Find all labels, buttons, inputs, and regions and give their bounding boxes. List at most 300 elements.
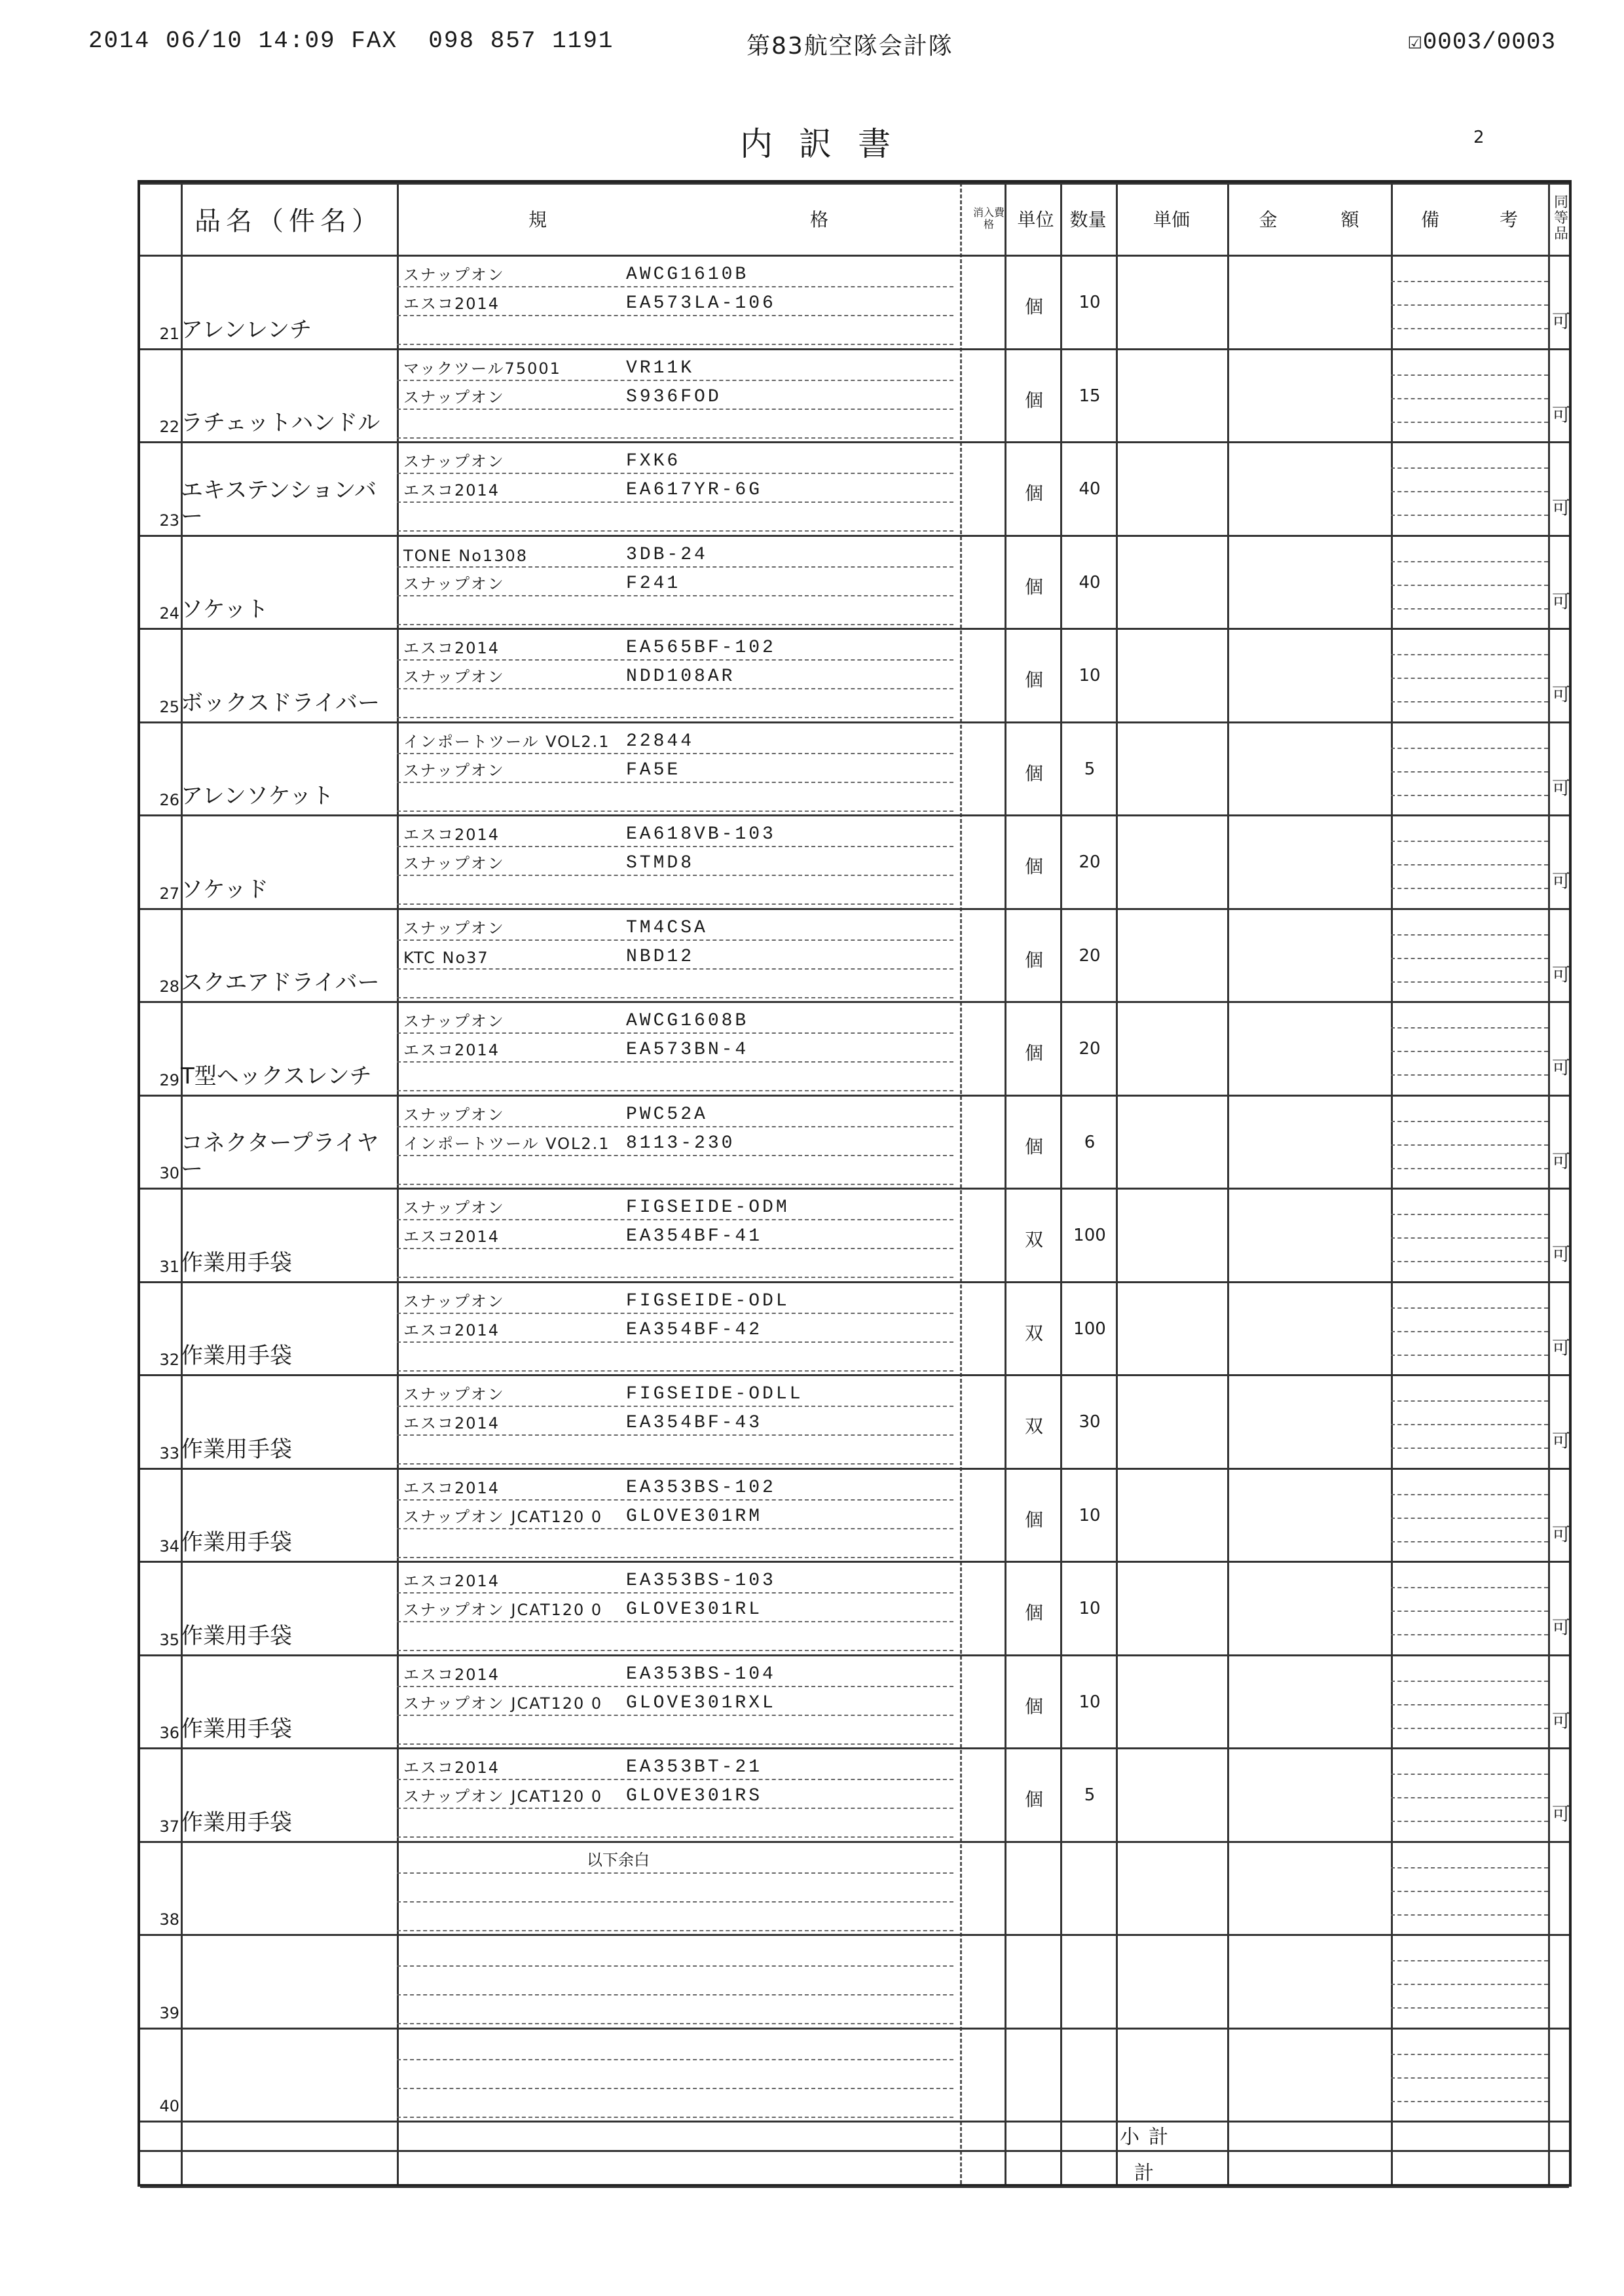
item-name: アレンレンチ [181, 316, 312, 343]
quantity-cell: 30 [1079, 1412, 1101, 1432]
spec-maker: スナップオン [403, 452, 505, 471]
remarks-line [1391, 1355, 1548, 1356]
spec-model-number: 3DB-24 [626, 544, 708, 565]
remarks-line [1391, 1121, 1548, 1122]
table-row [140, 1747, 1569, 1841]
remarks-line [1391, 1051, 1548, 1052]
remarks-line [1391, 654, 1548, 655]
spec-line [397, 1997, 953, 2024]
spec-maker: エスコ2014 [403, 826, 500, 844]
spec-maker: エスコ2014 [403, 1228, 500, 1246]
spec-line [397, 1875, 953, 1903]
remarks-line [1391, 1261, 1548, 1262]
spec-line [397, 1157, 953, 1185]
spec-model-number: FXK6 [626, 451, 681, 471]
spec-maker: エスコ2014 [403, 481, 500, 500]
spec-line [397, 1064, 953, 1091]
spec-line [397, 446, 953, 474]
item-name: 作業用手袋 [181, 1436, 292, 1463]
item-name: エキステンションバー [181, 477, 377, 530]
table-row [140, 814, 1569, 908]
spec-maker: インポートツール VOL2.1 [403, 1134, 610, 1153]
spec-line [397, 913, 953, 941]
spec-model-number: STMD8 [626, 853, 695, 873]
spec-line [397, 475, 953, 503]
spec-model-number: AWCG1608B [626, 1011, 749, 1031]
quantity-cell: 15 [1079, 386, 1101, 406]
remarks-line [1391, 1424, 1548, 1425]
row-number: 28 [159, 977, 179, 996]
item-name: 作業用手袋 [181, 1716, 292, 1742]
unit-cell: 個 [1024, 856, 1043, 877]
spec-line [397, 382, 953, 410]
remarks-line [1391, 1728, 1548, 1729]
spec-maker: スナップオン [403, 574, 505, 593]
spec-line [397, 1129, 953, 1156]
fax-header [0, 27, 1624, 67]
spec-model-number: GLOVE301RS [626, 1786, 763, 1806]
spec-line [397, 756, 953, 783]
spec-line [397, 569, 953, 596]
remarks-line [1391, 515, 1548, 516]
table-row [140, 348, 1569, 442]
item-name: T型ヘックスレンチ [181, 1063, 372, 1089]
row-number: 40 [159, 2097, 179, 2115]
quantity-cell: 5 [1084, 759, 1096, 779]
equivalent-allowed-cell: 可 [1551, 1336, 1570, 1358]
spec-line [397, 1624, 953, 1651]
spec-line [397, 1753, 953, 1780]
spec-maker: エスコ2014 [403, 1414, 500, 1432]
remarks-line [1391, 841, 1548, 842]
unit-cell: 個 [1024, 389, 1043, 411]
remarks-line [1391, 1144, 1548, 1146]
row-number: 34 [159, 1537, 179, 1556]
item-name: 作業用手袋 [181, 1622, 292, 1649]
remarks-line [1391, 608, 1548, 610]
remarks-line [1391, 491, 1548, 492]
spec-line [397, 318, 953, 345]
spec-maker: エスコ2014 [403, 1758, 500, 1777]
breakdown-table [138, 180, 1572, 2187]
spec-line [397, 411, 953, 439]
spec-maker: スナップオン [403, 919, 505, 938]
remarks-line [1391, 1634, 1548, 1635]
remarks-line [1391, 1027, 1548, 1029]
item-name: アレンソケット [181, 783, 334, 809]
remarks-line [1391, 328, 1548, 329]
spec-maker: マックツール75001 [403, 359, 561, 378]
remarks-line [1391, 467, 1548, 469]
total-rule [140, 2150, 1569, 2152]
row-number: 39 [159, 2003, 179, 2022]
spec-line [397, 354, 953, 381]
spec-maker: スナップオン JCAT120 0 [403, 1694, 603, 1713]
remarks-line [1391, 958, 1548, 959]
unit-cell: 双 [1024, 1415, 1043, 1437]
spec-model-number: 22844 [626, 731, 695, 752]
remarks-line [1391, 2077, 1548, 2079]
spec-line [397, 2062, 953, 2089]
equivalent-allowed-cell: 可 [1551, 870, 1570, 892]
remarks-line [1391, 1914, 1548, 1916]
remarks-line [1391, 1960, 1548, 1961]
header-remarks-2: 考 [1499, 209, 1518, 230]
spec-model-number: NBD12 [626, 946, 695, 967]
equivalent-allowed-cell: 可 [1551, 683, 1570, 705]
quantity-cell: 10 [1079, 1505, 1101, 1525]
spec-model-number: EA353BS-103 [626, 1571, 776, 1591]
table-row [140, 1468, 1569, 1561]
spec-line [397, 1688, 953, 1716]
row-number: 22 [159, 418, 179, 436]
remarks-line [1391, 1891, 1548, 1892]
spec-line [397, 1810, 953, 1838]
quantity-cell: 100 [1073, 1226, 1106, 1245]
spec-maker: エスコ2014 [403, 1665, 500, 1684]
spec-model-number: EA353BT-21 [626, 1757, 763, 1777]
spec-maker: エスコ2014 [403, 639, 500, 657]
row-number: 21 [159, 324, 179, 343]
equivalent-allowed-cell: 可 [1551, 1057, 1570, 1078]
remarks-line [1391, 748, 1548, 749]
spec-line [397, 289, 953, 316]
table-row [140, 1561, 1569, 1654]
spec-maker: スナップオン [403, 854, 505, 873]
spec-model-number: 8113-230 [626, 1133, 735, 1154]
remarks-line [1391, 422, 1548, 423]
quantity-cell: 10 [1079, 666, 1101, 685]
table-row [140, 1934, 1569, 2028]
quantity-cell: 20 [1079, 945, 1101, 966]
quantity-cell: 40 [1079, 479, 1101, 499]
equivalent-allowed-cell: 可 [1551, 1709, 1570, 1732]
quantity-cell: 10 [1079, 293, 1101, 312]
remarks-line [1391, 585, 1548, 586]
spec-model-number: EA353BS-104 [626, 1664, 776, 1685]
remarks-line [1391, 888, 1548, 889]
item-name: 作業用手袋 [181, 1809, 292, 1836]
spec-maker: TONE No1308 [403, 546, 528, 565]
remarks-line [1391, 281, 1548, 282]
remarks-line [1391, 1074, 1548, 1076]
spec-line [397, 1250, 953, 1278]
spec-model-number: NDD108AR [626, 666, 735, 687]
spec-line [397, 1315, 953, 1343]
equivalent-allowed-cell: 可 [1551, 963, 1570, 985]
remarks-line [1391, 1704, 1548, 1705]
header-qty: 数量 [1069, 209, 1107, 230]
item-name: ボックスドライバー [181, 689, 380, 716]
row-number: 30 [159, 1164, 179, 1182]
spec-line [397, 877, 953, 905]
item-name: ラチェットハンドル [181, 410, 380, 436]
spec-maker: エスコ2014 [403, 295, 500, 313]
spec-line [397, 1408, 953, 1436]
row-number: 27 [159, 884, 179, 903]
header-amount-2: 額 [1340, 209, 1359, 230]
header-equivalent: 同等品 [1553, 194, 1568, 242]
spec-line [397, 1006, 953, 1034]
remarks-line [1391, 1168, 1548, 1169]
equivalent-allowed-cell: 可 [1551, 403, 1570, 426]
checkbox-icon: ☑ [1408, 29, 1423, 56]
header-tax: 消入費格 [973, 206, 1005, 230]
row-number: 31 [159, 1257, 179, 1276]
remarks-line [1391, 1681, 1548, 1682]
row-number: 26 [159, 791, 179, 809]
remarks-line [1391, 701, 1548, 702]
remarks-line [1391, 374, 1548, 376]
item-name: ソケッド [181, 876, 268, 903]
spec-line [397, 1286, 953, 1314]
equivalent-allowed-cell: 可 [1551, 776, 1570, 799]
spec-line [397, 598, 953, 625]
spec-model-number: EA354BF-43 [626, 1413, 763, 1433]
equivalent-allowed-cell: 可 [1551, 310, 1570, 332]
unit-cell: 個 [1024, 1135, 1043, 1157]
spec-maker: エスコ2014 [403, 1572, 500, 1590]
unit-cell: 双 [1024, 1229, 1043, 1250]
spec-model-number: PWC52A [626, 1104, 708, 1125]
spec-model-number: EA354BF-42 [626, 1319, 763, 1340]
header-spec-1: 規 [528, 209, 547, 230]
page-number: 2 [1473, 128, 1485, 147]
quantity-cell: 5 [1084, 1785, 1096, 1805]
remarks-line [1391, 981, 1548, 983]
table-row [140, 1281, 1569, 1375]
spec-maker: スナップオン [403, 388, 505, 407]
remarks-line [1391, 1518, 1548, 1519]
equivalent-allowed-cell: 可 [1551, 1523, 1570, 1545]
header-amount-1: 金 [1259, 209, 1278, 230]
row-number: 33 [159, 1444, 179, 1463]
item-name: ソケット [181, 596, 268, 623]
unit-cell: 個 [1024, 575, 1043, 598]
spec-line [397, 784, 953, 812]
table-row [140, 721, 1569, 815]
remarks-line [1391, 1541, 1548, 1542]
unit-cell: 個 [1024, 1508, 1043, 1531]
header-remarks-1: 備 [1420, 209, 1439, 230]
spec-model-number: FIGSEIDE-ODLL [626, 1384, 803, 1404]
spec-line [397, 820, 953, 847]
remarks-line [1391, 1587, 1548, 1588]
remarks-line [1391, 934, 1548, 936]
blank-below-note: 以下余白 [587, 1850, 650, 1869]
spec-maker: KTC No37 [403, 948, 489, 967]
remarks-line [1391, 1494, 1548, 1495]
spec-model-number: S936FOD [626, 386, 722, 407]
spec-maker: スナップオン JCAT120 0 [403, 1787, 603, 1806]
unit-cell: 個 [1024, 296, 1043, 318]
remarks-line [1391, 1797, 1548, 1798]
spec-line [397, 942, 953, 970]
table-row [140, 1001, 1569, 1095]
remarks-line [1391, 398, 1548, 399]
subtotal-label: 小計 [1120, 2126, 1177, 2149]
spec-line [397, 540, 953, 568]
spec-maker: エスコ2014 [403, 1478, 500, 1497]
spec-maker: エスコ2014 [403, 1041, 500, 1059]
spec-model-number: EA618VB-103 [626, 824, 776, 845]
spec-line [397, 1660, 953, 1687]
spec-maker: スナップオン [403, 1012, 505, 1030]
spec-model-number: FIGSEIDE-ODM [626, 1197, 790, 1218]
table-row [140, 1841, 1569, 1935]
spec-maker: スナップオン [403, 266, 505, 284]
equivalent-allowed-cell: 可 [1551, 590, 1570, 612]
spec-model-number: AWCG1610B [626, 264, 749, 285]
spec-model-number: EA573LA-106 [626, 293, 776, 314]
row-number: 36 [159, 1724, 179, 1742]
remarks-line [1391, 2101, 1548, 2102]
spec-line [397, 1968, 953, 1995]
remarks-line [1391, 1774, 1548, 1775]
spec-model-number: EA353BS-102 [626, 1477, 776, 1498]
remarks-line [1391, 1821, 1548, 1822]
item-name: 作業用手袋 [181, 1249, 292, 1276]
unit-cell: 個 [1024, 1789, 1043, 1810]
remarks-line [1391, 1331, 1548, 1332]
spec-line [397, 1379, 953, 1407]
table-row [140, 535, 1569, 629]
spec-line [397, 1193, 953, 1220]
spec-maker: スナップオン JCAT120 0 [403, 1601, 603, 1619]
row-number: 29 [159, 1070, 179, 1089]
spec-line [397, 848, 953, 876]
table-row [140, 255, 1569, 348]
table-row [140, 628, 1569, 721]
spec-line [397, 1100, 953, 1127]
spec-line [397, 1502, 953, 1529]
equivalent-allowed-cell: 可 [1551, 1430, 1570, 1451]
spec-maker: スナップオン [403, 1385, 505, 1404]
header-item-name: 品名（件名） [194, 206, 383, 236]
total-rule [140, 2121, 1569, 2123]
quantity-cell: 10 [1079, 1599, 1101, 1618]
remarks-line [1391, 304, 1548, 306]
row-number: 25 [159, 697, 179, 716]
remarks-line [1391, 1611, 1548, 1612]
total-rule [140, 2186, 1569, 2188]
spec-model-number: GLOVE301RL [626, 1599, 763, 1620]
spec-maker: スナップオン [403, 1292, 505, 1311]
remarks-line [1391, 771, 1548, 773]
spec-model-number: FIGSEIDE-ODL [626, 1290, 790, 1311]
spec-line [397, 2090, 953, 2118]
document-title: 内訳書 [740, 125, 917, 163]
spec-model-number: GLOVE301RXL [626, 1692, 776, 1713]
equivalent-allowed-cell: 可 [1551, 1616, 1570, 1638]
spec-line [397, 1473, 953, 1501]
spec-line [397, 691, 953, 718]
spec-model-number: EA354BF-41 [626, 1226, 763, 1247]
spec-line [397, 1717, 953, 1745]
spec-line [397, 1566, 953, 1594]
quantity-cell: 40 [1079, 572, 1101, 592]
header-spec-2: 格 [809, 209, 828, 230]
fax-page-counter: ☑0003/0003 [1408, 29, 1557, 56]
spec-line [397, 1904, 953, 1931]
quantity-cell: 20 [1079, 852, 1101, 872]
remarks-line [1391, 2007, 1548, 2009]
remarks-line [1391, 678, 1548, 679]
row-number: 37 [159, 1817, 179, 1836]
spec-maker: スナップオン [403, 1105, 505, 1124]
spec-maker: スナップオン JCAT120 0 [403, 1507, 603, 1526]
spec-model-number: GLOVE301RM [626, 1506, 763, 1527]
remarks-line [1391, 864, 1548, 866]
spec-model-number: EA573BN-4 [626, 1040, 749, 1060]
row-number: 24 [159, 604, 179, 623]
spec-maker: スナップオン [403, 668, 505, 686]
quantity-cell: 6 [1084, 1132, 1096, 1152]
remarks-line [1391, 1984, 1548, 1985]
equivalent-allowed-cell: 可 [1551, 1243, 1570, 1265]
spec-line [397, 504, 953, 532]
spec-model-number: TM4CSA [626, 917, 708, 938]
spec-model-number: FA5E [626, 759, 681, 780]
remarks-line [1391, 795, 1548, 796]
spec-line [397, 260, 953, 287]
spec-line [397, 1437, 953, 1465]
remarks-line [1391, 561, 1548, 562]
remarks-line [1391, 1867, 1548, 1868]
spec-line [397, 662, 953, 689]
remarks-line [1391, 1214, 1548, 1215]
unit-cell: 個 [1024, 1695, 1043, 1717]
row-number: 23 [159, 511, 179, 530]
remarks-line [1391, 1448, 1548, 1449]
spec-model-number: EA565BF-102 [626, 638, 776, 658]
item-name: 作業用手袋 [181, 1343, 292, 1369]
row-number: 38 [159, 1910, 179, 1929]
remarks-line [1391, 1307, 1548, 1309]
spec-line [397, 633, 953, 661]
spec-model-number: VR11K [626, 357, 695, 378]
spec-line [397, 1531, 953, 1558]
unit-cell: 個 [1024, 483, 1043, 504]
spec-line [397, 1344, 953, 1372]
equivalent-allowed-cell: 可 [1551, 497, 1570, 519]
table-row [140, 1374, 1569, 1468]
row-number: 32 [159, 1351, 179, 1369]
spec-model-number: EA617YR-6G [626, 480, 763, 500]
remarks-line [1391, 1400, 1548, 1402]
header-unit-price: 単価 [1153, 209, 1190, 230]
unit-cell: 個 [1024, 949, 1043, 971]
spec-line [397, 1035, 953, 1063]
table-row [140, 1654, 1569, 1748]
spec-line [397, 1781, 953, 1809]
spec-line [397, 727, 953, 754]
spec-line [397, 1222, 953, 1249]
item-name: スクエアドライバー [181, 970, 380, 996]
spec-maker: スナップオン [403, 1199, 505, 1217]
remarks-line [1391, 2054, 1548, 2055]
unit-cell: 双 [1024, 1322, 1043, 1344]
spec-line [397, 1595, 953, 1622]
unit-cell: 個 [1024, 669, 1043, 691]
unit-cell: 個 [1024, 762, 1043, 784]
spec-line [397, 1939, 953, 1967]
row-number: 35 [159, 1630, 179, 1649]
item-name: 作業用手袋 [181, 1529, 292, 1556]
spec-maker: スナップオン [403, 761, 505, 780]
quantity-cell: 20 [1079, 1039, 1101, 1059]
total-label: 計 [1134, 2162, 1163, 2185]
